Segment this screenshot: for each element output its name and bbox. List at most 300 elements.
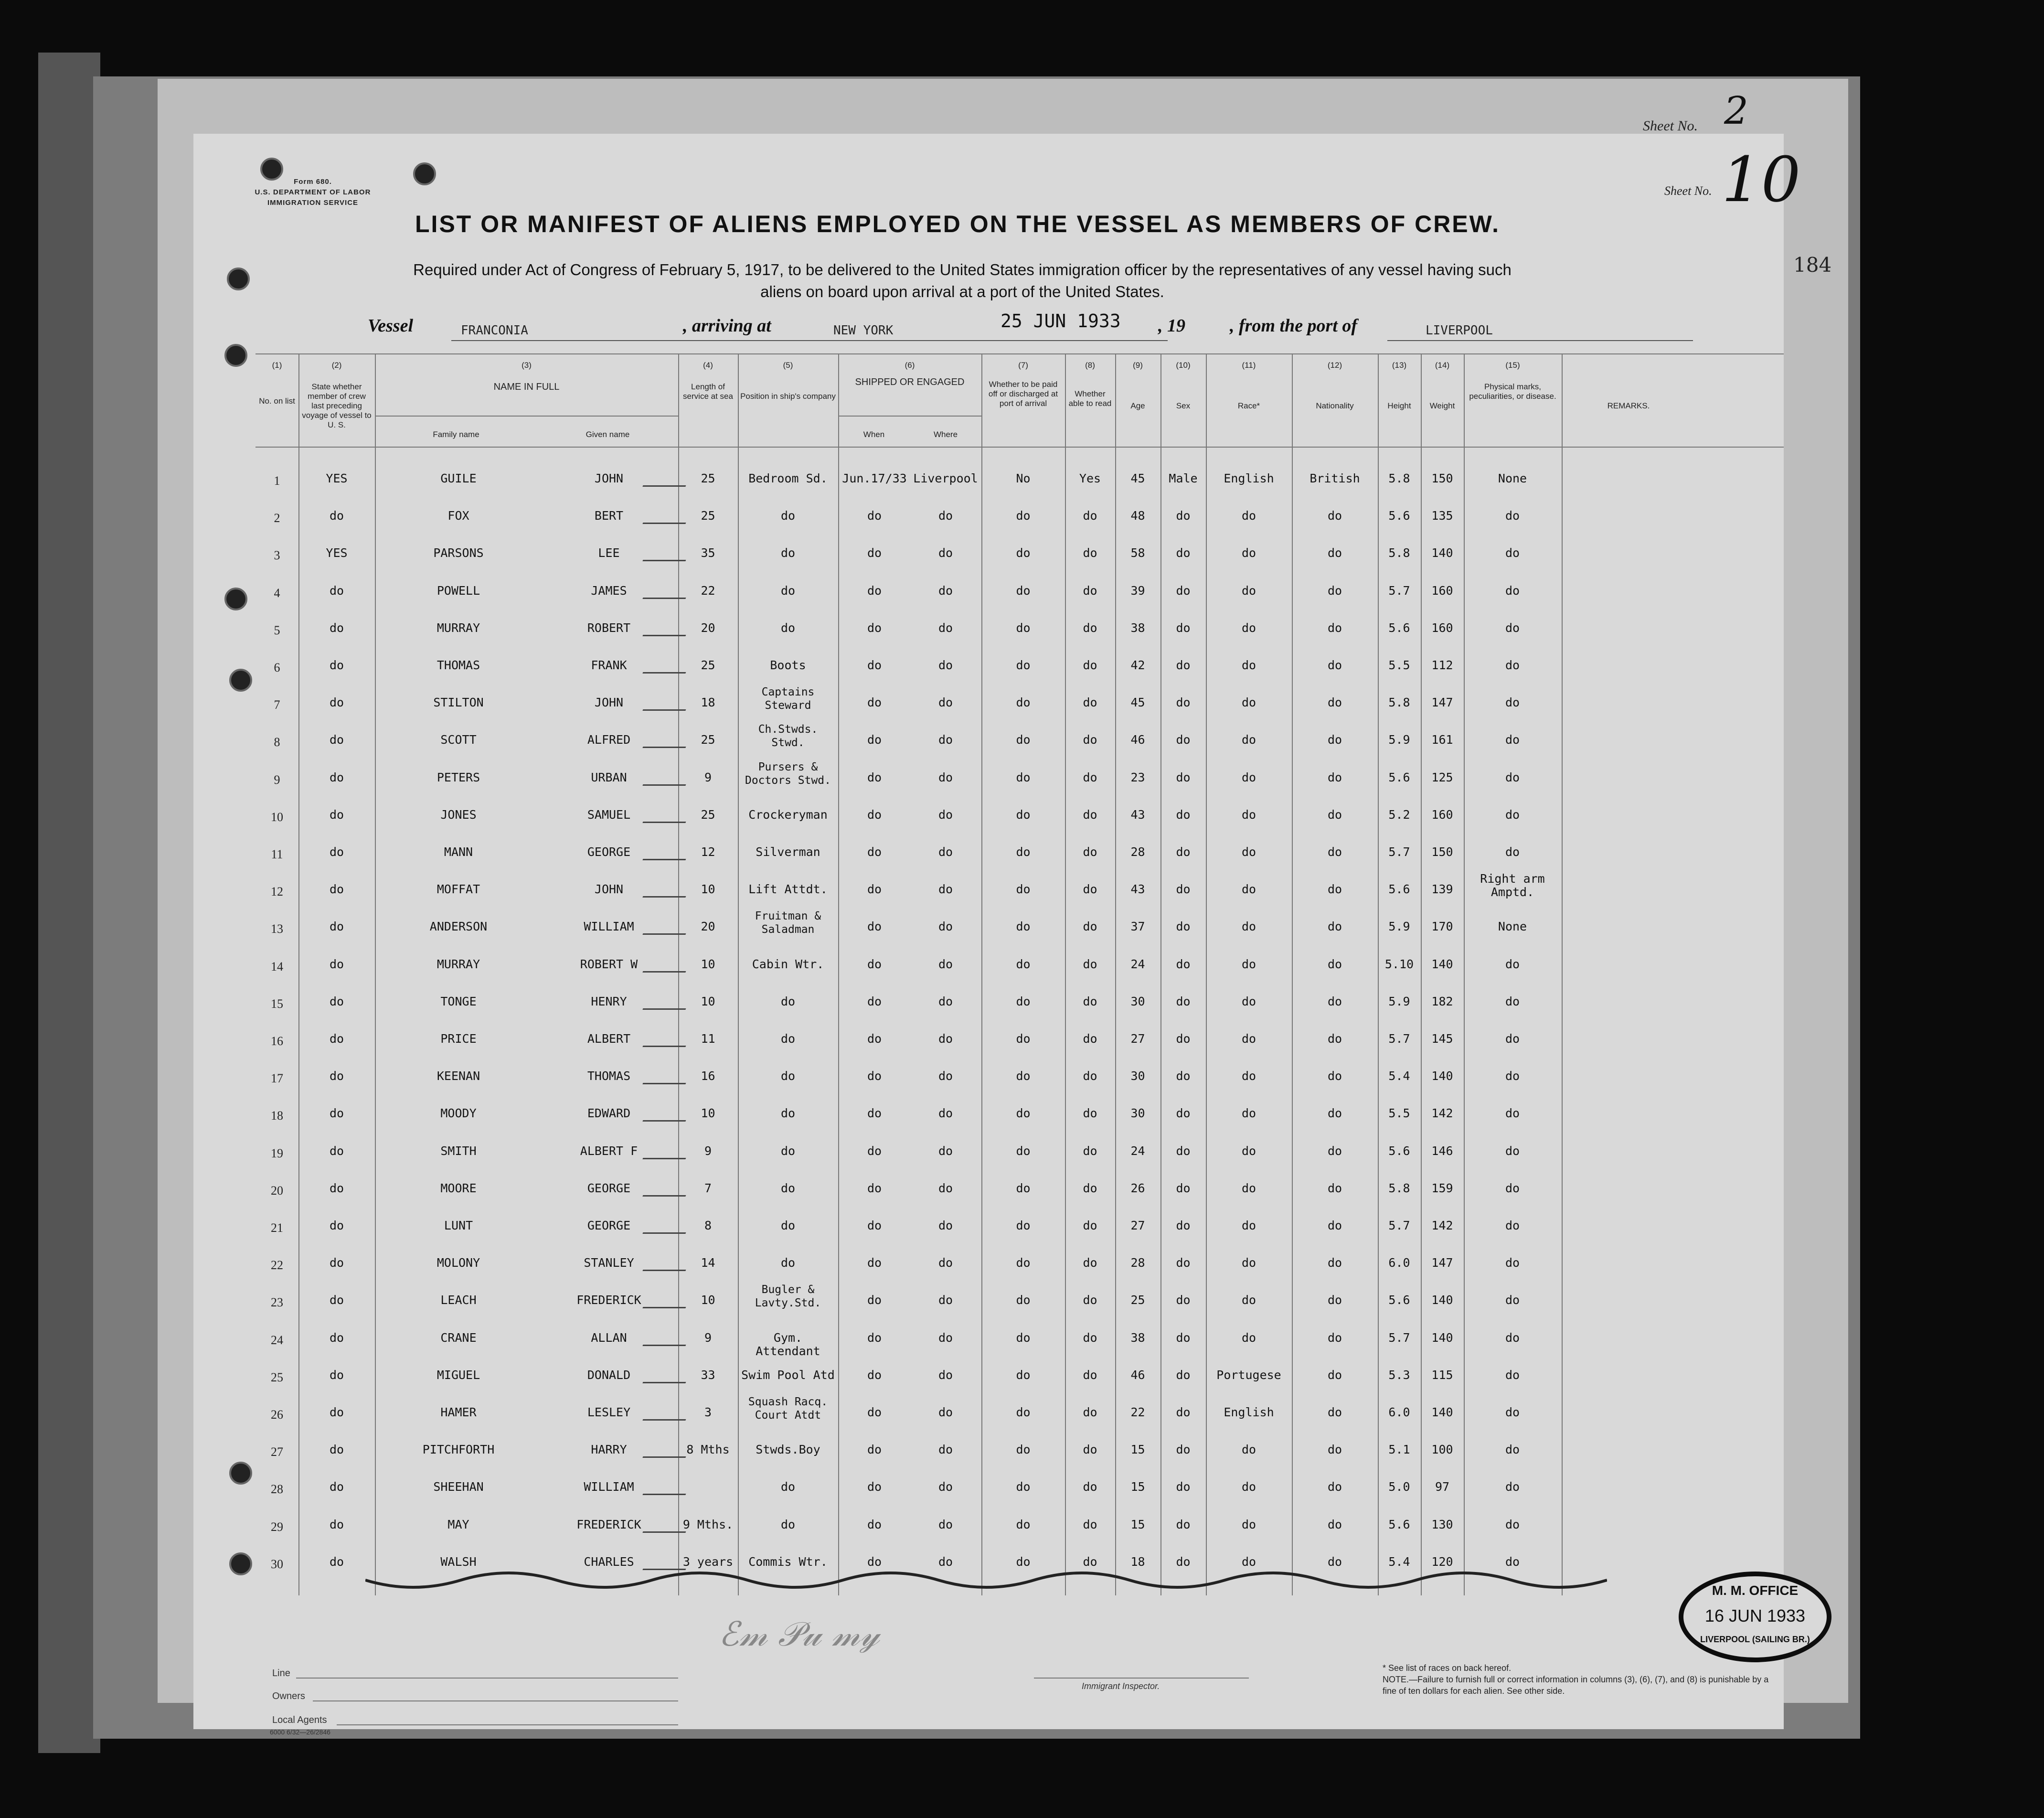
row-number-cell: 29 (271, 1519, 283, 1534)
age-cell: 45 (1130, 695, 1145, 710)
state-cell: YES (326, 546, 348, 560)
given-name-cell: EDWARD (587, 1106, 631, 1121)
state-cell: do (329, 695, 344, 710)
shipped-when-cell: do (867, 1293, 882, 1307)
weight-cell: 160 (1431, 807, 1453, 822)
sex-cell: do (1176, 1443, 1191, 1457)
able-read-cell: do (1083, 1144, 1097, 1158)
height-cell: 5.0 (1388, 1480, 1410, 1494)
family-name-cell: SCOTT (440, 733, 477, 747)
given-name-cell: LEE (598, 546, 620, 560)
shipped-where-cell: do (938, 1219, 953, 1232)
sex-cell: do (1176, 770, 1191, 784)
vessel-name: FRANCONIA (461, 323, 528, 338)
height-cell: 5.4 (1388, 1554, 1410, 1569)
family-name-cell: POWELL (436, 583, 480, 598)
race-cell: do (1241, 957, 1256, 971)
sex-cell: do (1176, 957, 1191, 971)
height-cell: 5.10 (1384, 957, 1414, 971)
shipped-where-cell: do (938, 1144, 953, 1158)
nationality-cell: do (1327, 1032, 1342, 1046)
race-cell: do (1241, 807, 1256, 822)
age-cell: 18 (1130, 1554, 1145, 1569)
age-cell: 58 (1130, 546, 1145, 560)
state-cell: do (329, 1443, 344, 1457)
position-cell: Lift Attdt. (748, 882, 828, 897)
able-read-cell: do (1083, 1032, 1097, 1046)
footer-line-rule (296, 1678, 678, 1679)
service-cell: 33 (701, 1368, 715, 1382)
height-cell: 5.6 (1388, 882, 1410, 897)
physical-marks-cell: do (1505, 1554, 1520, 1569)
position-cell: do (780, 1480, 796, 1494)
height-cell: 5.6 (1388, 620, 1410, 635)
header-weight: Weight (1429, 401, 1455, 410)
race-cell: Portugese (1216, 1368, 1281, 1382)
race-cell: English (1224, 1405, 1274, 1419)
weight-cell: 170 (1431, 920, 1453, 934)
header-race: Race* (1237, 401, 1260, 410)
checkmark (642, 984, 694, 1010)
col-number-10: (10) (1176, 361, 1191, 370)
age-cell: 38 (1130, 1330, 1145, 1345)
shipped-when-cell: do (867, 845, 882, 859)
state-cell: do (329, 845, 344, 859)
page-subtitle (351, 259, 1574, 303)
weight-cell: 100 (1431, 1443, 1453, 1457)
punch-hole (229, 669, 252, 692)
shipped-where-cell: do (938, 1554, 953, 1569)
paid-off-cell: do (1016, 845, 1031, 859)
height-cell: 5.6 (1388, 509, 1410, 523)
service-cell: 25 (701, 807, 715, 822)
year-label: , 19 (1158, 316, 1185, 336)
subtitle-line-1: Required under Act of Congress of February 5, 1917, to be delivered to the United States immigration officer by the representatives of any vessel having such (413, 261, 1512, 278)
form-number: Form 680. (294, 178, 332, 186)
given-name-cell: LESLEY (587, 1405, 631, 1419)
shipped-where-cell: do (938, 994, 953, 1008)
sex-cell: do (1176, 1554, 1191, 1569)
checkmark (642, 1358, 694, 1383)
binder-edge (38, 53, 100, 1753)
row-number-cell: 10 (271, 810, 283, 824)
paid-off-cell: do (1016, 733, 1031, 747)
physical-marks-cell: do (1505, 1219, 1520, 1232)
shipped-when-cell: do (867, 1032, 882, 1046)
position-cell: do (780, 583, 796, 598)
able-read-cell: do (1083, 1219, 1097, 1232)
table-rule (375, 416, 678, 417)
service-cell: 3 (704, 1405, 712, 1419)
service-cell: 25 (701, 509, 715, 523)
weight-cell: 159 (1431, 1181, 1453, 1195)
height-cell: 5.4 (1388, 1069, 1410, 1083)
family-name-cell: MIGUEL (436, 1368, 480, 1382)
weight-cell: 140 (1431, 1405, 1453, 1419)
family-name-cell: LEACH (440, 1293, 477, 1307)
position-cell: Boots (770, 658, 806, 672)
family-name-cell: PRICE (440, 1032, 477, 1046)
state-cell: do (329, 1517, 344, 1531)
form-department: U.S. DEPARTMENT OF LABOR (255, 188, 371, 196)
sex-cell: do (1176, 620, 1191, 635)
position-cell: Fruitman & Saladman (755, 910, 821, 936)
shipped-where-cell: do (938, 770, 953, 784)
position-cell: Silverman (756, 845, 820, 859)
service-cell: 20 (701, 920, 715, 934)
page-number: 184 (1793, 253, 1832, 277)
paid-off-cell: do (1016, 1554, 1031, 1569)
able-read-cell: do (1083, 583, 1097, 598)
paid-off-cell: do (1016, 1032, 1031, 1046)
row-number-cell: 21 (271, 1221, 283, 1235)
shipped-where-cell: do (938, 882, 953, 897)
paid-off-cell: do (1016, 695, 1031, 710)
able-read-cell: do (1083, 1330, 1097, 1345)
arriving-underline (824, 340, 1168, 341)
physical-marks-cell: do (1505, 1069, 1520, 1083)
physical-marks-cell: do (1505, 1144, 1520, 1158)
footer-agents-label: Local Agents (272, 1715, 327, 1725)
service-cell: 10 (701, 882, 715, 897)
header-where: Where (933, 430, 958, 439)
row-number-cell: 8 (274, 735, 280, 749)
given-name-cell: ALFRED (587, 733, 631, 747)
sex-cell: do (1176, 583, 1191, 598)
given-name-cell: BERT (594, 509, 624, 523)
row-number-cell: 9 (274, 772, 280, 787)
state-cell: do (329, 1144, 344, 1158)
race-cell: do (1241, 620, 1256, 635)
given-name-cell: HENRY (591, 994, 627, 1008)
state-cell: do (329, 770, 344, 784)
shipped-when-cell: do (867, 620, 882, 635)
shipped-when-cell: do (867, 920, 882, 934)
paid-off-cell: do (1016, 1405, 1031, 1419)
underlying-sheet-number: 2 (1724, 88, 1748, 133)
state-cell: do (329, 1219, 344, 1232)
weight-cell: 161 (1431, 733, 1453, 747)
shipped-when-cell: do (867, 1219, 882, 1232)
age-cell: 30 (1130, 1106, 1145, 1121)
shipped-when-cell: do (867, 882, 882, 897)
height-cell: 5.5 (1388, 1106, 1410, 1121)
service-cell: 10 (701, 957, 715, 971)
paid-off-cell: do (1016, 994, 1031, 1008)
shipped-when-cell: do (867, 1480, 882, 1494)
sex-cell: do (1176, 1144, 1191, 1158)
able-read-cell: do (1083, 1480, 1097, 1494)
nationality-cell: do (1327, 620, 1342, 635)
header-height: Height (1387, 401, 1411, 410)
shipped-when-cell: do (867, 546, 882, 560)
position-cell: do (780, 509, 796, 523)
shipped-where-cell: do (938, 733, 953, 747)
punch-hole (413, 162, 436, 185)
age-cell: 42 (1130, 658, 1145, 672)
family-name-cell: MAY (447, 1517, 469, 1531)
able-read-cell: do (1083, 1443, 1097, 1457)
shipped-where-cell: do (938, 920, 953, 934)
shipped-where-cell: do (938, 658, 953, 672)
height-cell: 5.5 (1388, 658, 1410, 672)
given-name-cell: JAMES (591, 583, 627, 598)
punch-hole (229, 1462, 252, 1485)
sex-cell: do (1176, 1256, 1191, 1270)
sex-cell: do (1176, 546, 1191, 560)
age-cell: 48 (1130, 509, 1145, 523)
shipped-when-cell: do (867, 1144, 882, 1158)
height-cell: 5.9 (1388, 920, 1410, 934)
able-read-cell: do (1083, 1069, 1097, 1083)
weight-cell: 120 (1431, 1554, 1453, 1569)
col-number-15: (15) (1505, 361, 1520, 370)
height-cell: 6.0 (1388, 1256, 1410, 1270)
shipped-when-cell: do (867, 957, 882, 971)
weight-cell: 147 (1431, 695, 1453, 710)
family-name-cell: CRANE (440, 1330, 477, 1345)
race-cell: do (1241, 583, 1256, 598)
physical-marks-cell: do (1505, 546, 1520, 560)
paid-off-cell: do (1016, 1256, 1031, 1270)
physical-marks-cell: do (1505, 957, 1520, 971)
row-number-cell: 18 (271, 1109, 283, 1123)
service-cell: 8 Mths (686, 1443, 730, 1457)
position-cell: Ch.Stwds. Stwd. (758, 723, 818, 749)
race-cell: do (1241, 509, 1256, 523)
row-number-cell: 13 (271, 922, 283, 936)
family-name-cell: FOX (447, 509, 469, 523)
able-read-cell: do (1083, 1106, 1097, 1121)
race-cell: do (1241, 1106, 1256, 1121)
nationality-cell: do (1327, 1554, 1342, 1569)
physical-marks-cell: do (1505, 807, 1520, 822)
paid-off-cell: do (1016, 1181, 1031, 1195)
height-cell: 5.6 (1388, 1517, 1410, 1531)
header-given-name: Given name (586, 430, 630, 439)
age-cell: 30 (1130, 994, 1145, 1008)
paid-off-cell: do (1016, 1069, 1031, 1083)
given-name-cell: GEORGE (587, 1181, 631, 1195)
service-cell: 7 (704, 1181, 712, 1195)
position-cell: do (780, 1069, 796, 1083)
footer-owners-rule (313, 1700, 678, 1701)
age-cell: 15 (1130, 1443, 1145, 1457)
given-name-cell: JOHN (594, 695, 624, 710)
race-cell: do (1241, 1480, 1256, 1494)
physical-marks-cell: do (1505, 1368, 1520, 1382)
nationality-cell: do (1327, 1069, 1342, 1083)
footer-line-label: Line (272, 1668, 290, 1679)
service-cell: 11 (701, 1032, 715, 1046)
from-port-underline (1387, 340, 1693, 341)
given-name-cell: ROBERT (587, 620, 631, 635)
physical-marks-cell: do (1505, 695, 1520, 710)
height-cell: 5.2 (1388, 807, 1410, 822)
state-cell: do (329, 807, 344, 822)
table-rule (375, 353, 376, 1595)
nationality-cell: do (1327, 994, 1342, 1008)
shipped-where-cell: do (938, 1443, 953, 1457)
service-cell: 25 (701, 471, 715, 485)
nationality-cell: do (1327, 1293, 1342, 1307)
weight-cell: 150 (1431, 471, 1453, 485)
row-number-cell: 14 (271, 959, 283, 973)
position-cell: do (780, 994, 796, 1008)
header-nationality: Nationality (1316, 401, 1354, 410)
races-note: * See list of races on back hereof. (1383, 1663, 1512, 1673)
race-cell: do (1241, 1293, 1256, 1307)
paid-off-cell: do (1016, 882, 1031, 897)
height-cell: 5.6 (1388, 1293, 1410, 1307)
subtitle-line-2: aliens on board upon arrival at a port of the United States. (760, 283, 1164, 300)
weight-cell: 140 (1431, 546, 1453, 560)
row-number-cell: 16 (271, 1034, 283, 1048)
weight-cell: 130 (1431, 1517, 1453, 1531)
arrival-date-stamp: 25 JUN 1933 (1001, 310, 1121, 332)
age-cell: 37 (1130, 920, 1145, 934)
print-code: 6000 6/32—26/2846 (270, 1728, 330, 1736)
service-cell: 3 years (682, 1554, 734, 1569)
state-cell: do (329, 620, 344, 635)
family-name-cell: MURRAY (436, 620, 480, 635)
sex-cell: do (1176, 1106, 1191, 1121)
row-number-cell: 28 (271, 1482, 283, 1497)
weight-cell: 140 (1431, 1069, 1453, 1083)
given-name-cell: STANLEY (584, 1256, 634, 1270)
paid-off-cell: do (1016, 1106, 1031, 1121)
family-name-cell: MANN (444, 845, 473, 859)
header-when: When (863, 430, 885, 439)
family-name-cell: TONGE (440, 994, 477, 1008)
family-name-cell: WALSH (440, 1554, 477, 1569)
able-read-cell: do (1083, 1293, 1097, 1307)
service-cell: 8 (704, 1219, 712, 1232)
row-number-cell: 5 (274, 623, 280, 637)
shipped-when-cell: do (867, 1405, 882, 1419)
age-cell: 27 (1130, 1032, 1145, 1046)
service-cell: 22 (701, 583, 715, 598)
given-name-cell: WILLIAM (584, 1480, 634, 1494)
race-cell: do (1241, 1554, 1256, 1569)
race-cell: do (1241, 1069, 1256, 1083)
state-cell: do (329, 733, 344, 747)
col-number-1: (1) (272, 361, 282, 370)
position-cell: Captains Steward (761, 686, 815, 712)
col-number-5: (5) (783, 361, 793, 370)
race-cell: do (1241, 1144, 1256, 1158)
given-name-cell: URBAN (591, 770, 627, 784)
race-cell: do (1241, 845, 1256, 859)
nationality-cell: do (1327, 845, 1342, 859)
position-cell: do (780, 1144, 796, 1158)
row-number-cell: 2 (274, 511, 280, 525)
able-read-cell: do (1083, 1517, 1097, 1531)
physical-marks-cell: do (1505, 1106, 1520, 1121)
paid-off-cell: do (1016, 957, 1031, 971)
shipped-where-cell: do (938, 1181, 953, 1195)
physical-marks-cell: do (1505, 1330, 1520, 1345)
punch-hole (229, 1552, 252, 1575)
physical-marks-cell: do (1505, 1181, 1520, 1195)
row-number-cell: 30 (271, 1557, 283, 1571)
nationality-cell: do (1327, 1368, 1342, 1382)
able-read-cell: do (1083, 807, 1097, 822)
family-name-cell: HAMER (440, 1405, 477, 1419)
physical-marks-cell: do (1505, 1405, 1520, 1419)
service-cell: 9 Mths. (682, 1517, 734, 1531)
service-cell: 10 (701, 1106, 715, 1121)
physical-marks-cell: do (1505, 1480, 1520, 1494)
paid-off-cell: do (1016, 1480, 1031, 1494)
col-number-4: (4) (703, 361, 713, 370)
weight-cell: 139 (1431, 882, 1453, 897)
service-cell: 10 (701, 994, 715, 1008)
service-cell: 20 (701, 620, 715, 635)
state-cell: do (329, 1106, 344, 1121)
service-cell: 10 (701, 1293, 715, 1307)
shipped-when-cell: do (867, 1256, 882, 1270)
paid-off-cell: do (1016, 1517, 1031, 1531)
height-cell: 5.3 (1388, 1368, 1410, 1382)
race-cell: English (1224, 471, 1274, 485)
able-read-cell: do (1083, 695, 1097, 710)
able-read-cell: do (1083, 920, 1097, 934)
state-cell: do (329, 1330, 344, 1345)
checkmark (642, 1321, 694, 1346)
row-number-cell: 12 (271, 885, 283, 899)
height-cell: 5.7 (1388, 1032, 1410, 1046)
race-cell: do (1241, 770, 1256, 784)
shipped-where-cell: do (938, 1069, 953, 1083)
race-cell: do (1241, 1032, 1256, 1046)
shipped-when-cell: do (867, 1368, 882, 1382)
physical-marks-cell: do (1505, 1032, 1520, 1046)
shipped-when-cell: do (867, 1181, 882, 1195)
checkmark (642, 1171, 694, 1197)
row-number-cell: 24 (271, 1333, 283, 1347)
given-name-cell: FRANK (591, 658, 627, 672)
header-family-name: Family name (433, 430, 479, 439)
able-read-cell: do (1083, 1368, 1097, 1382)
service-cell: 25 (701, 733, 715, 747)
age-cell: 22 (1130, 1405, 1145, 1419)
family-name-cell: STILTON (433, 695, 484, 710)
family-name-cell: ANDERSON (429, 920, 488, 934)
shipped-where-cell: do (938, 1368, 953, 1382)
service-cell: 12 (701, 845, 715, 859)
header-remarks: REMARKS. (1607, 401, 1650, 410)
able-read-cell: do (1083, 509, 1097, 523)
checkmark (642, 611, 694, 636)
position-cell: do (780, 1106, 796, 1121)
weight-cell: 97 (1435, 1480, 1450, 1494)
header-length-service: Length of service at sea (683, 382, 733, 401)
physical-marks-cell: None (1498, 920, 1527, 934)
row-number-cell: 7 (274, 698, 280, 712)
row-number-cell: 19 (271, 1146, 283, 1160)
given-name-cell: FREDERICK (576, 1293, 641, 1307)
arriving-port: NEW YORK (833, 323, 894, 338)
col-number-3: (3) (522, 361, 532, 370)
header-physical-marks: Physical marks, peculiarities, or disease. (1469, 382, 1556, 401)
shipped-when-cell: do (867, 695, 882, 710)
height-cell: 5.1 (1388, 1443, 1410, 1457)
age-cell: 25 (1130, 1293, 1145, 1307)
state-cell: do (329, 1368, 344, 1382)
family-name-cell: SHEEHAN (433, 1480, 484, 1494)
vessel-underline (451, 340, 881, 341)
